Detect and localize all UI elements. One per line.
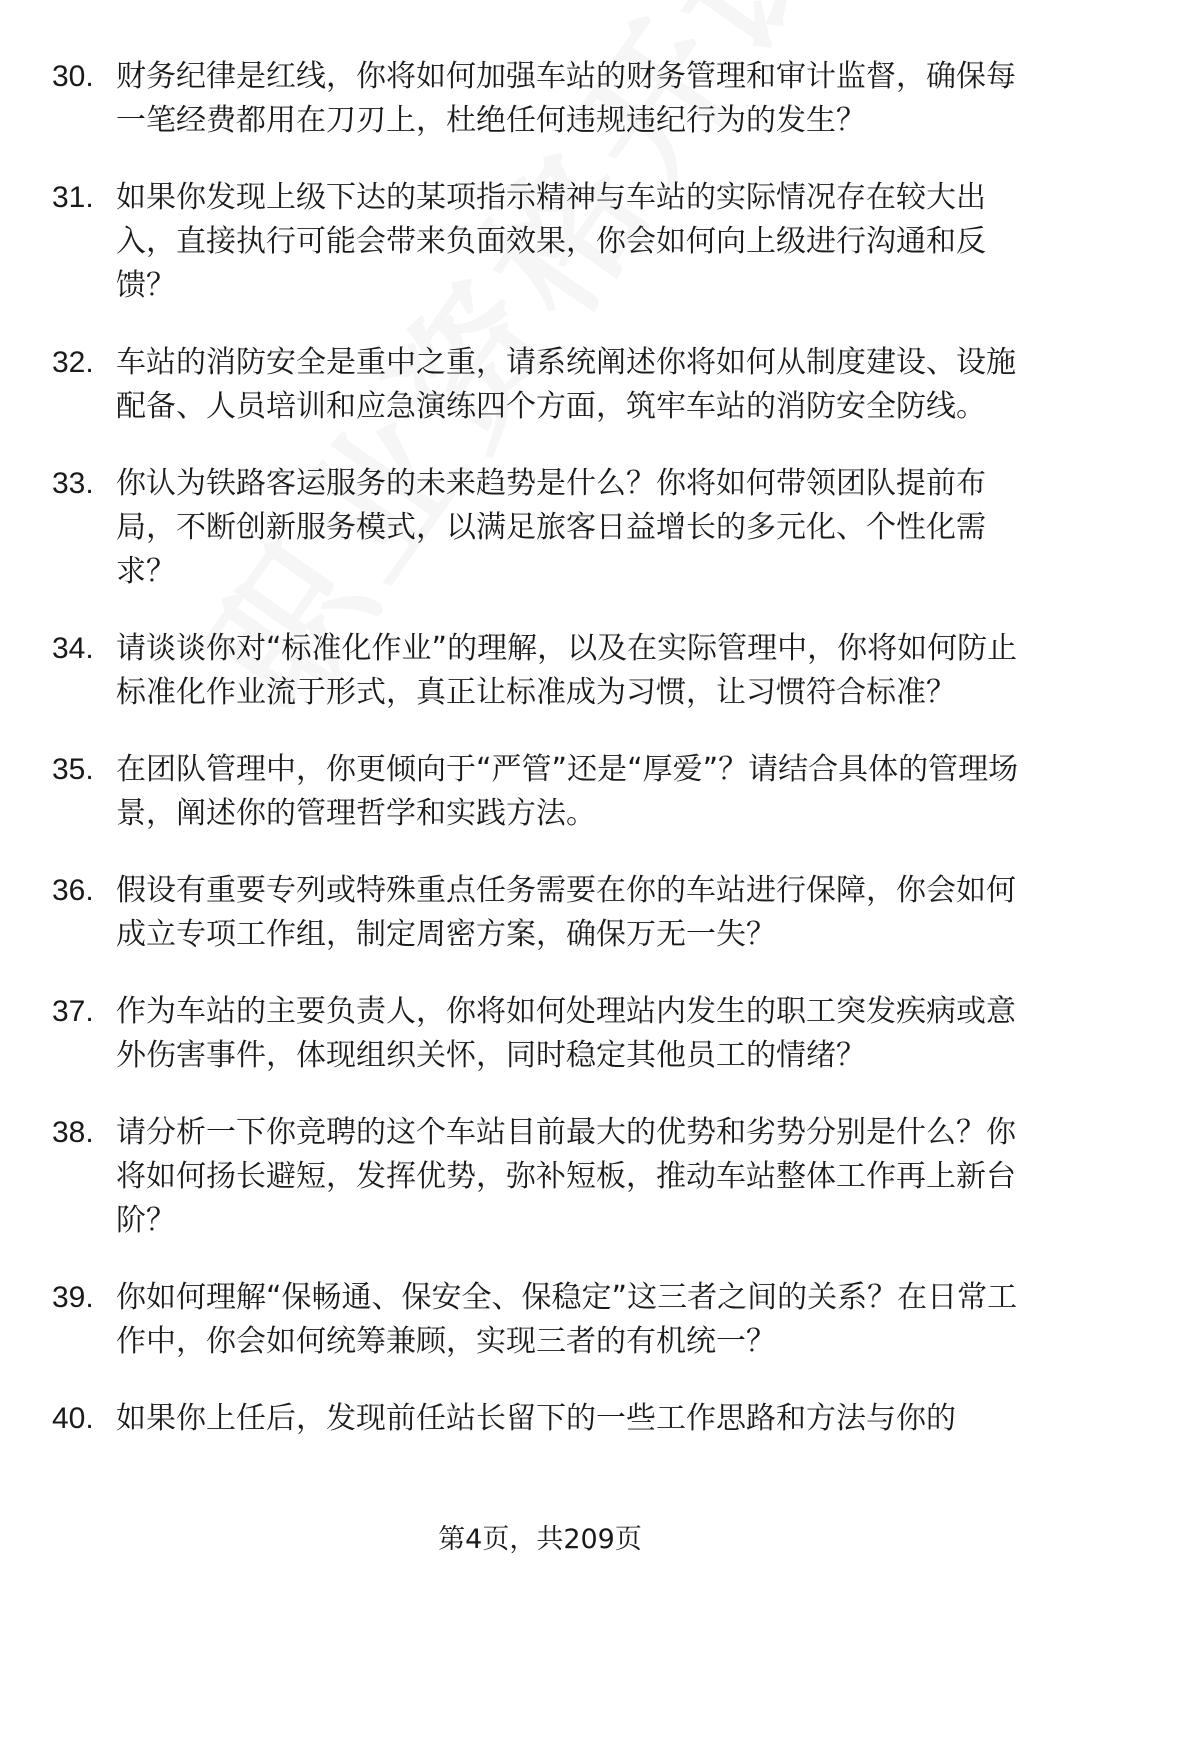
question-number: 38. bbox=[52, 1116, 94, 1149]
question-text: 你认为铁路客运服务的未来趋势是什么？你将如何带领团队提前布局，不断创新服务模式，以满足旅客日益增长的多元化、个性化需求？ bbox=[116, 466, 986, 589]
question-item-30 bbox=[0, 55, 1080, 143]
question-item-39 bbox=[0, 1276, 1080, 1364]
question-text: 在团队管理中，你更倾向于“严管”还是“厚爱”？请结合具体的管理场景，阐述你的管理哲学和实践方法。 bbox=[116, 752, 1019, 831]
question-item-35 bbox=[0, 748, 1080, 836]
question-text: 如果你发现上级下达的某项指示精神与车站的实际情况存在较大出入，直接执行可能会带来负面效果，你会如何向上级进行沟通和反馈？ bbox=[116, 180, 986, 303]
question-text: 请分析一下你竞聘的这个车站目前最大的优势和劣势分别是什么？你将如何扬长避短，发挥优势，弥补短板，推动车站整体工作再上新台阶？ bbox=[116, 1115, 1016, 1238]
question-item-34 bbox=[0, 627, 1080, 715]
question-text: 如果你上任后，发现前任站长留下的一些工作思路和方法与你的 bbox=[116, 1401, 956, 1436]
question-number: 31. bbox=[52, 181, 94, 214]
question-number: 35. bbox=[52, 753, 94, 786]
question-item-38 bbox=[0, 1111, 1080, 1243]
question-text: 请谈谈你对“标准化作业”的理解，以及在实际管理中，你将如何防止标准化作业流于形式，真正让标准成为习惯，让习惯符合标准？ bbox=[116, 631, 1018, 710]
question-number: 34. bbox=[52, 632, 94, 665]
question-item-32 bbox=[0, 341, 1080, 429]
question-number: 40. bbox=[52, 1402, 94, 1435]
question-number: 39. bbox=[52, 1281, 94, 1314]
page-footer: 第4页，共209页 bbox=[438, 1524, 642, 1555]
question-number: 37. bbox=[52, 995, 94, 1028]
question-item-33 bbox=[0, 462, 1080, 594]
question-item-31 bbox=[0, 176, 1080, 308]
question-text: 车站的消防安全是重中之重，请系统阐述你将如何从制度建设、设施配备、人员培训和应急演练四个方面，筑牢车站的消防安全防线。 bbox=[116, 345, 1016, 424]
question-list bbox=[0, 55, 1080, 1474]
question-text: 财务纪律是红线，你将如何加强车站的财务管理和审计监督，确保每一笔经费都用在刀刃上，杜绝任何违规违纪行为的发生？ bbox=[116, 59, 1016, 138]
question-item-37 bbox=[0, 990, 1080, 1078]
question-number: 30. bbox=[52, 60, 94, 93]
question-text: 你如何理解“保畅通、保安全、保稳定”这三者之间的关系？在日常工作中，你会如何统筹兼顾，实现三者的有机统一？ bbox=[116, 1280, 1018, 1359]
question-text: 假设有重要专列或特殊重点任务需要在你的车站进行保障，你会如何成立专项工作组，制定周密方案，确保万无一失？ bbox=[116, 873, 1016, 952]
question-text: 作为车站的主要负责人，你将如何处理站内发生的职工突发疾病或意外伤害事件，体现组织关怀，同时稳定其他员工的情绪？ bbox=[116, 994, 1016, 1073]
question-number: 36. bbox=[52, 874, 94, 907]
question-number: 33. bbox=[52, 467, 94, 500]
question-item-40 bbox=[0, 1397, 1080, 1441]
question-item-36 bbox=[0, 869, 1080, 957]
question-number: 32. bbox=[52, 346, 94, 379]
